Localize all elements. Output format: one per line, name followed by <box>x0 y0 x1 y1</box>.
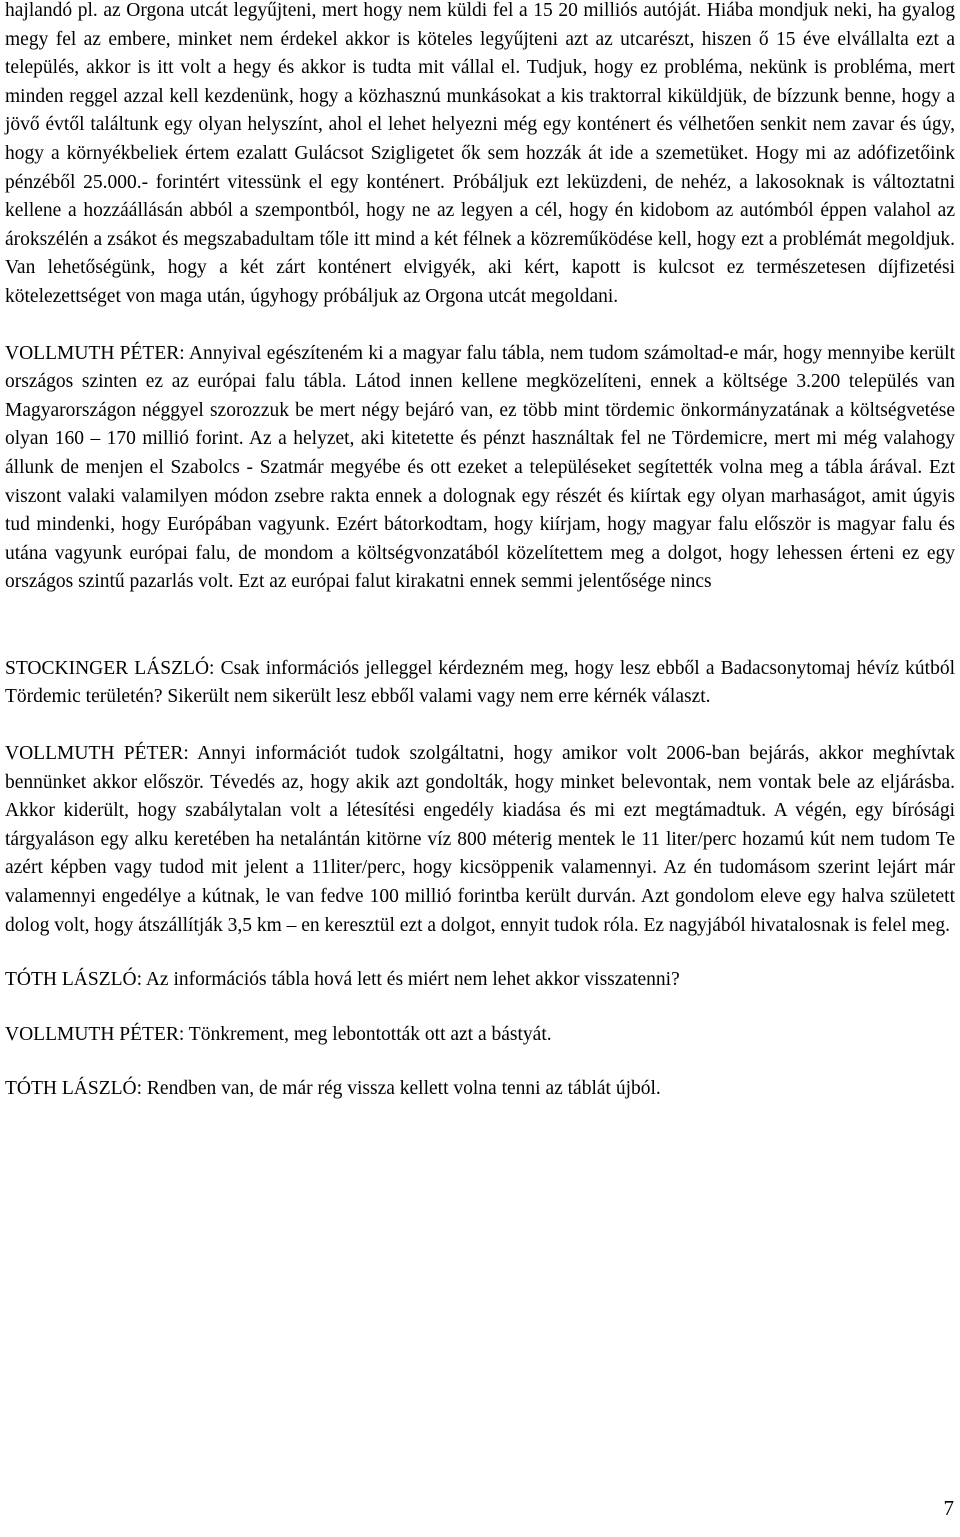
speaker-name: VOLLMUTH PÉTER: <box>5 342 185 364</box>
paragraph-text: Annyi információt tudok szolgáltatni, hogy amikor volt 2006-ban bejárás, akkor meghívtak bennünket akkor először. Tévedés az, hogy akik azt gondolták, hogy minket belevontak, nem vontak bele az eljárásba. Akkor kiderült, hogy szabálytalan volt a létesítési engedély kiadása és mi ezt megtámadtuk. A végén, egy bírósági tárgyaláson egy alku keretében ha netalántán kitörne víz 800 méterig mentek le 11 liter/perc hozamú kút nem tudom Te azért képben vagy tudod mit jelent a 11liter/perc, hogy kicsöppenik valamennyi. Az én tudomásom szerint lejárt már valamennyi engedélye a kútnak, le van fedve 100 millió forintba került durván. Azt gondolom eleve egy halva született dolog volt, hogy átszállítják 3,5 km – en keresztül ezt a dolgot, ennyit tudok róla. Ez nagyjából hivatalosnak is felel meg. <box>5 743 955 936</box>
paragraph-4 <box>5 740 955 940</box>
paragraph-text: Csak információs jelleggel kérdezném meg, hogy lesz ebből a Badacsonytomaj hévíz kútból Tördemic területén? Sikerült nem sikerült lesz ebből valami vagy nem erre kérnék választ. <box>5 657 955 708</box>
paragraph-text: Rendben van, de már rég vissza kellett volna tenni az táblát újból. <box>142 1078 661 1100</box>
speaker-name: VOLLMUTH PÉTER: <box>5 1023 185 1045</box>
speaker-name: VOLLMUTH PÉTER: <box>5 743 189 765</box>
document-page <box>5 0 955 1104</box>
page-number: 7 <box>943 1496 954 1520</box>
paragraph-text: Annyival egészíteném ki a magyar falu tábla, nem tudom számoltad-e már, hogy mennyibe került országos szinten ez az európai falu tábla. Látod innen kellene megközelíteni, ennek a költsége 3.200 település van Magyarországon néggyel szorozzuk be mert négy bejáró van, ez több mint tördemic önkormányzatának a költségvetése olyan 160 – 170 millió forint. Az a helyzet, aki kitetette és pénzt használtak fel ne Tördemicre, mert mi még valahogy állunk de menjen el Szabolcs - Szatmár megyébe és ott ezeket a településeket segítették volna meg a tábla árával. Ezt viszont valaki valamilyen módon zsebre rakta ennek a dolognak egy részét és kiírtak egy olyan marhaságot, amit úgyis tud mindenki, hogy Európában vagyunk. Ezért bátorkodtam, hogy kiírjam, hogy magyar falu először is magyar falu és utána vagyunk európai falu, de mondom a költségvonzatából közelítettem meg a dolgot, hogy lehessen érteni ez egy országos szintű pazarlás volt. Ezt az európai falut kirakatni ennek semmi jelentősége nincs <box>5 342 955 593</box>
speaker-name: TÓTH LÁSZLÓ: <box>5 969 143 991</box>
paragraph-6 <box>5 1021 955 1050</box>
paragraph-7 <box>5 1075 955 1104</box>
paragraph-3 <box>5 655 955 712</box>
paragraph-2 <box>5 340 955 597</box>
paragraph-text: Az információs tábla hová lett és miért nem lehet akkor visszatenni? <box>142 969 680 991</box>
paragraph-text: hajlandó pl. az Orgona utcát legyűjteni, mert hogy nem küldi fel a 15 20 milliós autóját. Hiába mondjuk neki, ha gyalog megy fel az embere, minket nem érdekel akkor is köteles legyűjteni azt az utcarészt, hiszen ő 15 éve elvállalta ezt a település, akkor is itt volt a hegy és akkor is tudta mit vállal el. Tudjuk, hogy ez probléma, nekünk is probléma, mert minden reggel azzal kell kezdenünk, hogy a közhasznú munkásokat a kis traktorral kiküldjük, de bízzunk benne, hogy a jövő évtől találtunk egy olyan helyszínt, ahol el lehet helyezni még egy konténert és vélhetően senkit nem zavar és úgy, hogy a környékbeliek értem ezalatt Gulácsot Szigligetet ők sem hozzák át ide a szemetüket. Hogy mi az adófizetőink pénzéből 25.000.- forintért vitessünk el egy konténert. Próbáljuk ezt leküzdeni, de nehéz, a lakosoknak is változtatni kellene a hozzáállásán abból a szempontból, hogy ne az legyen a cél, hogy én kidobom az autómból éppen valahol az árokszélén a zsákot és megszabadultam tőle itt mind a két félnek a közreműködése kell, hogy ezt a problémát megoldjuk. Van lehetőségünk, hogy a két zárt konténert elvigyék, aki kért, kapott is kulcsot ez természetesen díjfizetési kötelezettséget von maga után, úgyhogy próbáljuk az Orgona utcát megoldani. <box>5 0 955 307</box>
paragraph-1 <box>5 0 955 312</box>
paragraph-5 <box>5 966 955 995</box>
speaker-name: TÓTH LÁSZLÓ: <box>5 1078 143 1100</box>
paragraph-text: Tönkrement, meg lebontották ott azt a bástyát. <box>184 1023 552 1045</box>
speaker-name: STOCKINGER LÁSZLÓ: <box>5 657 215 679</box>
